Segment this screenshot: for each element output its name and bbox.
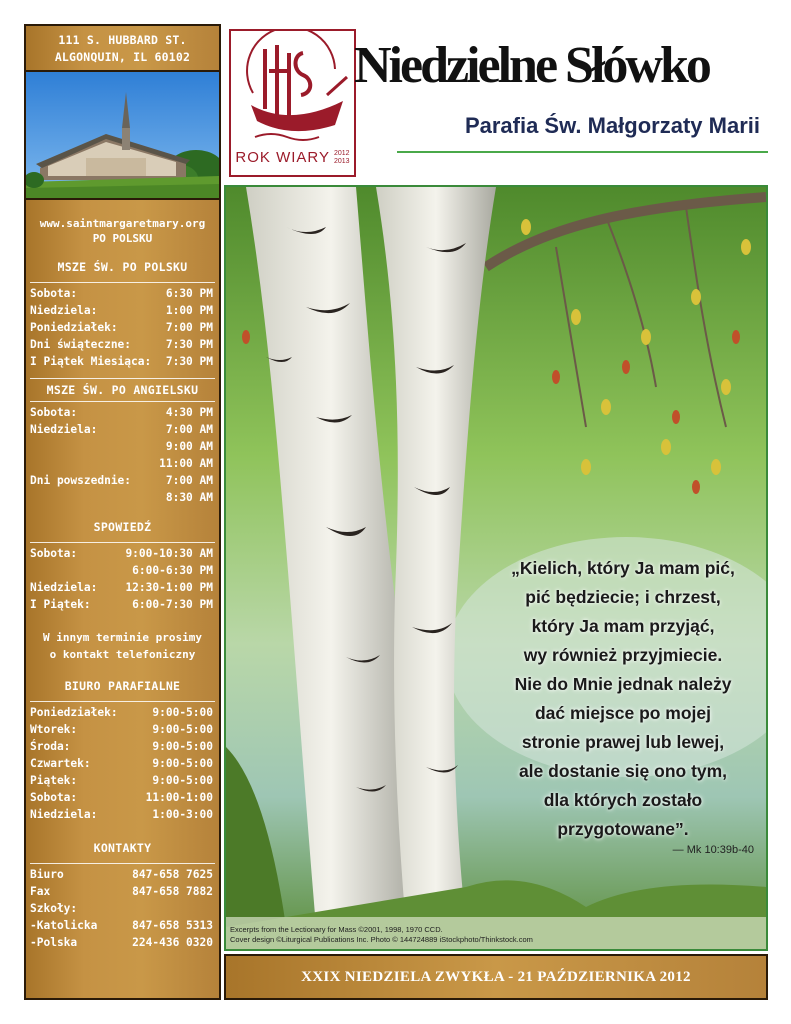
schedule-day: Czwartek: <box>30 757 91 770</box>
quote-line: dać miejsce po mojej <box>534 703 712 723</box>
schedule-time: 8:30 AM <box>165 491 213 504</box>
schedule-time: 1:00-3:00 <box>152 808 213 821</box>
office-hours-list <box>26 704 219 823</box>
schedule-time: 1:00 PM <box>165 304 213 317</box>
website-link[interactable]: www.saintmargaretmary.org <box>39 217 206 230</box>
schedule-day: Wtorek: <box>30 723 78 736</box>
contacts-list <box>26 866 219 951</box>
divider <box>30 701 215 702</box>
address <box>26 26 219 70</box>
schedule-time: 7:00 AM <box>165 423 213 436</box>
schedule-time: 9:00-5:00 <box>152 740 213 753</box>
confession-note <box>26 629 219 663</box>
divider <box>30 542 215 543</box>
quote-line: pić będziecie; i chrzest, <box>525 587 721 607</box>
schedule-row <box>26 562 219 579</box>
website-subtitle: PO POLSKU <box>92 232 153 245</box>
scripture-reference: — Mk 10:39b-40 <box>672 844 754 856</box>
schedule-time: 6:00-6:30 PM <box>132 564 213 577</box>
schedule-day: Niedziela: <box>30 581 98 594</box>
schedule-time: 847-658 7625 <box>132 868 213 881</box>
schedule-row <box>26 755 219 772</box>
logo-label: ROK WIARY <box>235 149 330 166</box>
quote-line: dla których zostało <box>543 790 703 810</box>
schedule-row <box>26 596 219 613</box>
schedule-row <box>26 900 219 917</box>
schedule-time: 7:00 PM <box>165 321 213 334</box>
church-photo <box>26 70 219 200</box>
contacts-title: KONTAKTY <box>93 841 152 855</box>
address-line-2: ALGONQUIN, IL 60102 <box>54 50 191 64</box>
schedule-row <box>26 579 219 596</box>
quote-line: wy również przyjmiecie. <box>523 645 723 665</box>
sunday-banner: XXIX NIEDZIELA ZWYKŁA - 21 PAŹDZIERNIKA 2012 <box>224 954 768 1000</box>
schedule-day: Biuro <box>30 868 64 881</box>
confession-note-line-1: W innym terminie prosimy <box>43 631 202 644</box>
confession-title: SPOWIEDŹ <box>93 520 152 534</box>
schedule-day: Środa: <box>30 740 71 753</box>
schedule-row <box>26 545 219 562</box>
schedule-time: 6:30 PM <box>165 287 213 300</box>
schedule-row <box>26 455 219 472</box>
quote-line: który Ja mam przyjąć, <box>531 616 715 636</box>
schedule-day: Niedziela: <box>30 423 98 436</box>
schedule-time: 847-658 5313 <box>132 919 213 932</box>
schedule-time: 9:00-5:00 <box>152 774 213 787</box>
schedule-row <box>26 353 219 370</box>
address-line-1: 111 S. HUBBARD ST. <box>58 33 187 47</box>
divider <box>30 282 215 283</box>
schedule-time: 7:30 PM <box>165 355 213 368</box>
schedule-time: 9:00-5:00 <box>152 706 213 719</box>
schedule-row <box>26 336 219 353</box>
quote-line: ale dostanie się ono tym, <box>518 761 728 781</box>
sidebar <box>24 24 221 1000</box>
cover-image <box>224 185 768 951</box>
schedule-row <box>26 704 219 721</box>
schedule-time: 9:00-10:30 AM <box>125 547 213 560</box>
schedule-time: 9:00-5:00 <box>152 757 213 770</box>
divider <box>30 863 215 864</box>
title-rule <box>397 151 768 153</box>
schedule-time: 7:30 PM <box>165 338 213 351</box>
confession-list <box>26 545 219 613</box>
schedule-day: -Katolicka <box>30 919 98 932</box>
schedule-day: Sobota: <box>30 791 78 804</box>
divider <box>30 378 215 379</box>
schedule-row <box>26 917 219 934</box>
schedule-time: 224-436 0320 <box>132 936 213 949</box>
image-credits <box>230 925 766 945</box>
schedule-time: 12:30-1:00 PM <box>125 581 213 594</box>
credit-line-2: Cover design ©Liturgical Publications Inc. Photo © 144724889 iStockphoto/Thinkstock.com <box>230 935 533 944</box>
english-mass-list <box>26 404 219 506</box>
logo-years <box>334 150 350 166</box>
schedule-row <box>26 421 219 438</box>
schedule-row <box>26 772 219 789</box>
schedule-row <box>26 883 219 900</box>
schedule-time: 7:00 AM <box>165 474 213 487</box>
schedule-row <box>26 489 219 506</box>
schedule-day: Fax <box>30 885 51 898</box>
polish-mass-title: MSZE ŚW. PO POLSKU <box>57 260 188 274</box>
schedule-day: Poniedziałek: <box>30 706 118 719</box>
schedule-day: Dni powszednie: <box>30 474 132 487</box>
schedule-time: 9:00-5:00 <box>152 723 213 736</box>
logo-text <box>231 149 354 166</box>
logo-year-1: 2012 <box>334 149 350 157</box>
schedule-row <box>26 738 219 755</box>
schedule-row <box>26 934 219 951</box>
schedule-day: Sobota: <box>30 547 78 560</box>
logo-year-2: 2013 <box>334 157 350 165</box>
schedule-day: Dni świąteczne: <box>30 338 132 351</box>
schedule-row <box>26 404 219 421</box>
schedule-day: Szkoły: <box>30 902 78 915</box>
english-mass-title: MSZE ŚW. PO ANGIELSKU <box>46 383 199 397</box>
page-title: Niedzielne Słówko <box>354 37 709 94</box>
quote-line: Nie do Mnie jednak należy <box>514 674 732 694</box>
schedule-row <box>26 302 219 319</box>
schedule-row <box>26 789 219 806</box>
office-title: BIURO PARAFIALNE <box>64 679 181 693</box>
schedule-time: 11:00-1:00 <box>145 791 213 804</box>
schedule-time: 847-658 7882 <box>132 885 213 898</box>
quote-line: stronie prawej lub lewej, <box>521 732 725 752</box>
parish-name: Parafia Św. Małgorzaty Marii <box>464 113 760 138</box>
schedule-day: Niedziela: <box>30 808 98 821</box>
schedule-time: 4:30 PM <box>165 406 213 419</box>
schedule-day: Sobota: <box>30 406 78 419</box>
schedule-day: -Polska <box>30 936 78 949</box>
schedule-day: Piątek: <box>30 774 78 787</box>
schedule-day: Poniedziałek: <box>30 321 118 334</box>
schedule-time: 9:00 AM <box>165 440 213 453</box>
schedule-row <box>26 721 219 738</box>
quote-line: „Kielich, który Ja mam pić, <box>511 558 735 578</box>
schedule-day: I Piątek Miesiąca: <box>30 355 152 368</box>
schedule-row <box>26 285 219 302</box>
schedule-time: 6:00-7:30 PM <box>132 598 213 611</box>
schedule-row <box>26 806 219 823</box>
scripture-quote <box>488 554 758 844</box>
schedule-row <box>26 319 219 336</box>
schedule-row <box>26 472 219 489</box>
schedule-time: 11:00 AM <box>159 457 213 470</box>
schedule-row <box>26 866 219 883</box>
confession-note-line-2: o kontakt telefoniczny <box>49 648 196 661</box>
quote-line: przygotowane”. <box>557 819 689 839</box>
website <box>26 216 219 246</box>
ihs-boat-icon <box>231 31 354 147</box>
year-of-faith-logo <box>229 29 356 177</box>
credit-line-1: Excerpts from the Lectionary for Mass ©2001, 1998, 1970 CCD. <box>230 925 443 934</box>
schedule-day: Niedziela: <box>30 304 98 317</box>
schedule-day: I Piątek: <box>30 598 91 611</box>
schedule-row <box>26 438 219 455</box>
divider <box>30 401 215 402</box>
schedule-day: Sobota: <box>30 287 78 300</box>
polish-mass-list <box>26 285 219 370</box>
